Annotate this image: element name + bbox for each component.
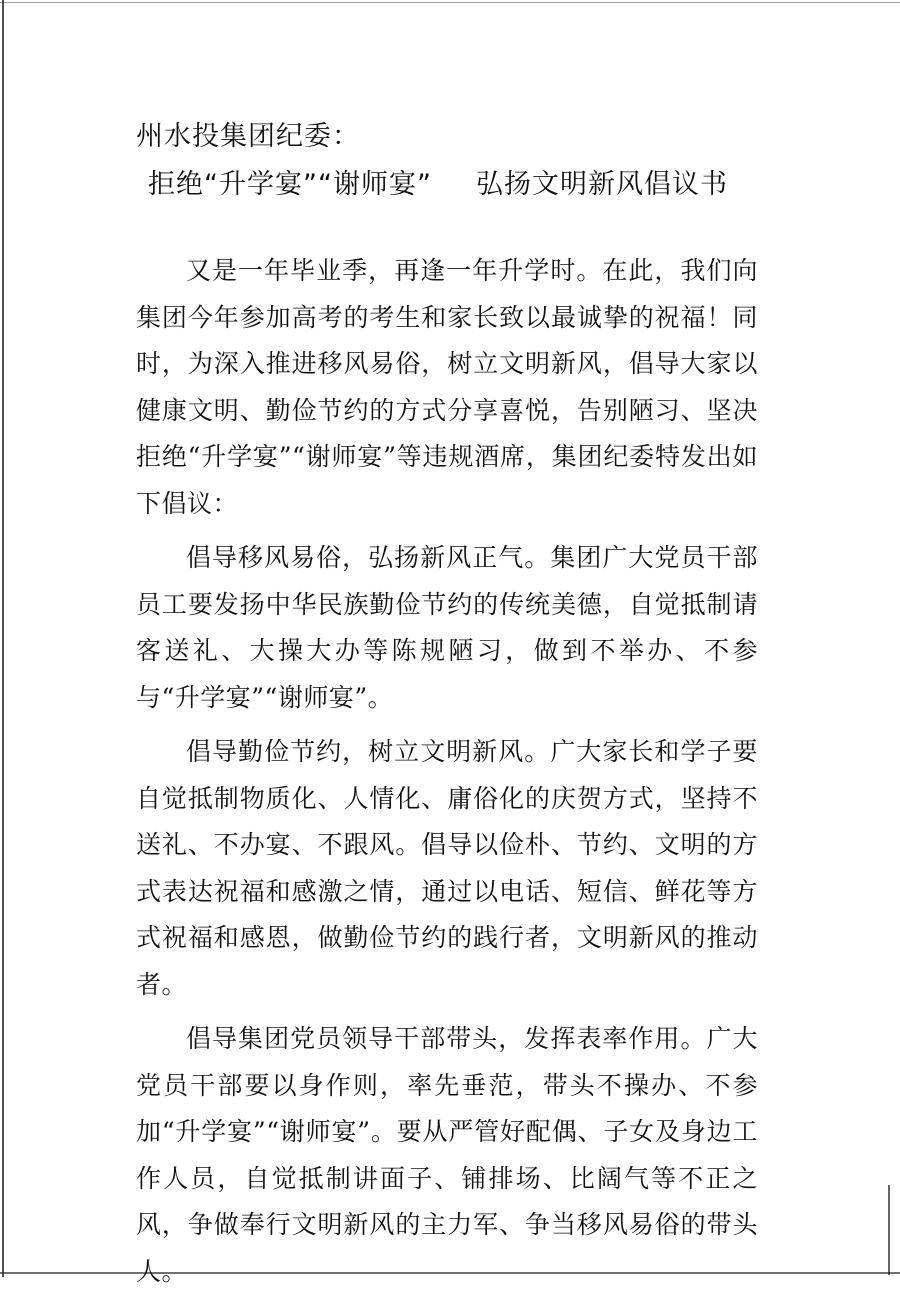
- document-title: [148, 162, 728, 201]
- paragraph-proposal-2: 倡导勤俭节约，树立文明新风。广大家长和学子要自觉抵制物质化、人情化、庸俗化的庆贺方式，坚持不送礼、不办宴、不跟风。倡导以俭朴、节约、文明的方式表达祝福和感激之情，通过以电话、短信、鲜花等方式祝福和感恩，做勤俭节约的践行者，文明新风的推动者。: [136, 737, 758, 999]
- paragraph-proposal-3: 倡导集团党员领导干部带头，发挥表率作用。广大党员干部要以身作则，率先垂范，带头不操办、不参加“升学宴”“谢师宴”。要从严管好配偶、子女及身边工作人员，自觉抵制讲面子、铺排场、比阔气等不正之风，争做奉行文明新风的主力军、争当移风易俗的带头人。: [136, 1024, 758, 1286]
- paragraph-proposal-1: 倡导移风易俗，弘扬新风正气。集团广大党员干部员工要发扬中华民族勤俭节约的传统美德，自觉抵制请客送礼、大操大办等陈规陋习，做到不举办、不参与“升学宴”“谢师宴”。: [136, 543, 758, 712]
- scan-border-left: [2, 0, 4, 1277]
- document-body: [136, 248, 758, 1303]
- paragraph-intro: 又是一年毕业季，再逢一年升学时。在此，我们向集团今年参加高考的考生和家长致以最诚挚的祝福！同时，为深入推进移风易俗，树立文明新风，倡导大家以健康文明、勤俭节约的方式分享喜悦，告别陋习、坚决拒绝“升学宴”“谢师宴”等违规酒席，集团纪委特发出如下倡议：: [136, 256, 758, 518]
- organization-line: 州水投集团纪委：: [136, 121, 360, 152]
- scan-border-right: [888, 1185, 890, 1275]
- title-part-1: 拒绝“升学宴”“谢师宴”: [148, 169, 432, 200]
- title-part-2: 弘扬文明新风倡议书: [475, 169, 728, 200]
- scan-border-top: [0, 2, 900, 3]
